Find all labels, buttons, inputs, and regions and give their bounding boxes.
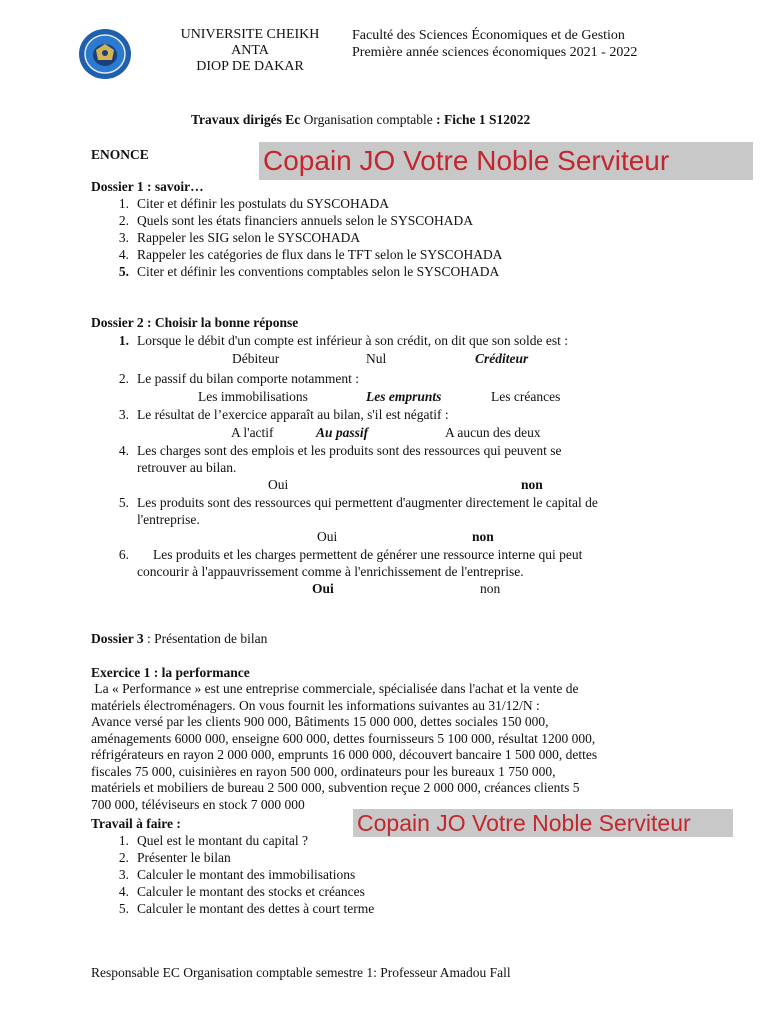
question: [104, 546, 582, 563]
question-number: 5.: [118, 495, 129, 510]
item-text: Calculer le montant des stocks et créances: [137, 884, 365, 899]
dossier2-heading: Dossier 2 : Choisir la bonne réponse: [91, 315, 299, 330]
footer-text: Responsable EC Organisation comptable semestre 1: Professeur Amadou Fall: [91, 965, 511, 980]
university-line: ANTA: [231, 43, 269, 58]
statement-line: réfrigérateurs en rayon 2 000 000, emprunts 16 000 000, découvert bancaire 1 500 000, dettes: [91, 747, 598, 762]
answer-option-correct: Au passif: [316, 425, 369, 440]
statement-line: Avance versé par les clients 900 000, Bâtiments 15 000 000, dettes sociales 150 000,: [91, 714, 549, 729]
item-number: 2.: [118, 213, 129, 228]
title-part: Travaux dirigés Ec: [191, 112, 301, 127]
question-number: 1.: [118, 333, 129, 348]
question-number: 4.: [118, 443, 129, 458]
answer-option-correct: non: [521, 477, 543, 492]
item-number: 3.: [118, 230, 129, 245]
list-item: [104, 263, 499, 280]
item-text: Calculer le montant des immobilisations: [137, 867, 356, 882]
university-logo-icon: [78, 28, 132, 80]
answer-option-correct: Oui: [312, 581, 334, 596]
university-line: DIOP DE DAKAR: [196, 59, 304, 74]
answer-option: A aucun des deux: [445, 425, 541, 440]
page-title: [191, 111, 530, 128]
question: [104, 370, 359, 387]
answer-option: Les immobilisations: [198, 389, 308, 404]
list-item: [104, 229, 360, 246]
question-text: Lorsque le débit d'un compte est inférieur à son crédit, on dit que son solde est :: [137, 333, 568, 348]
question-text: Les produits sont des ressources qui permettent d'augmenter directement le capital de: [137, 495, 598, 510]
question-text: Les charges sont des emplois et les produits sont des ressources qui peuvent se: [137, 443, 562, 458]
question: [104, 332, 568, 349]
list-item: [104, 195, 389, 212]
question: [104, 406, 449, 423]
answer-option-correct: Les emprunts: [366, 389, 442, 404]
exercise-statement: [91, 681, 671, 813]
todo-heading: Travail à faire :: [91, 816, 181, 831]
question-number: 3.: [118, 407, 129, 422]
title-part: Organisation comptable: [300, 112, 433, 127]
item-text: Présenter le bilan: [137, 850, 231, 865]
answer-option: Oui: [268, 477, 289, 492]
answer-option: non: [480, 581, 501, 596]
statement-line: matériels électroménagers. On vous fournit les informations suivantes au 31/12/N :: [91, 697, 540, 713]
enonce-heading: ENONCE: [91, 147, 149, 162]
dossier1-heading: Dossier 1 : savoir…: [91, 179, 204, 194]
item-text: Citer et définir les conventions comptables selon le SYSCOHADA: [137, 264, 500, 279]
list-item: [104, 849, 231, 866]
answer-option-correct: non: [472, 529, 494, 544]
item-number: 5.: [118, 264, 129, 279]
dossier3-heading-rest: : Présentation de bilan: [143, 631, 268, 646]
item-number: 1.: [118, 196, 129, 211]
question-text-cont: retrouver au bilan.: [137, 460, 237, 475]
dossier3-heading: [91, 630, 267, 647]
watermark-banner: Copain JO Votre Noble Serviteur: [259, 142, 753, 180]
answer-option: Débiteur: [232, 351, 280, 366]
title-part: : Fiche 1 S12022: [432, 112, 531, 127]
answer-option: Les créances: [491, 389, 561, 404]
item-text: Rappeler les SIG selon le SYSCOHADA: [137, 230, 361, 245]
list-item: [104, 866, 355, 883]
answer-option: A l'actif: [231, 425, 274, 440]
question-number: 2.: [118, 371, 129, 386]
answer-option: Oui: [317, 529, 338, 544]
question-text: Les produits et les charges permettent de générer une ressource interne qui peut: [153, 547, 583, 562]
statement-line: aménagements 6000 000, enseigne 600 000, dettes fournisseurs 5 100 000, résultat 1200 000,: [91, 730, 596, 746]
item-text: Quels sont les états financiers annuels selon le SYSCOHADA: [137, 213, 473, 228]
answer-option: Nul: [366, 351, 387, 366]
question: [104, 494, 598, 511]
university-name: [180, 27, 320, 75]
statement-line: La « Performance » est une entreprise commerciale, spécialisée dans l'achat et la vente de: [91, 681, 579, 696]
question-number: 6.: [118, 547, 129, 562]
item-number: 1.: [118, 833, 129, 848]
university-line: UNIVERSITE CHEIKH: [180, 27, 320, 42]
item-text: Rappeler les catégories de flux dans le TFT selon le SYSCOHADA: [137, 247, 503, 262]
list-item: [104, 246, 502, 263]
question-text-cont: concourir à l'appauvrissement comme à l'enrichissement de l'entreprise.: [137, 564, 524, 579]
question-text: Le résultat de l’exercice apparaît au bilan, s'il est négatif :: [137, 407, 449, 422]
item-text: Calculer le montant des dettes à court terme: [137, 901, 375, 916]
item-text: Citer et définir les postulats du SYSCOHADA: [137, 196, 389, 211]
dossier3-heading-bold: Dossier 3: [91, 631, 144, 646]
item-number: 5.: [118, 901, 129, 916]
answer-option-correct: Créditeur: [475, 351, 529, 366]
watermark-banner: Copain JO Votre Noble Serviteur: [353, 809, 733, 837]
item-text: Quel est le montant du capital ?: [137, 833, 308, 848]
question-text-cont: l'entreprise.: [137, 512, 200, 527]
item-number: 4.: [118, 247, 129, 262]
item-number: 3.: [118, 867, 129, 882]
list-item: [104, 832, 308, 849]
exercise-title: Exercice 1 : la performance: [91, 665, 250, 680]
item-number: 4.: [118, 884, 129, 899]
question: [104, 442, 562, 459]
statement-line: matériels et mobiliers de bureau 2 500 000, subvention reçue 2 000 000, créances clients 5: [91, 780, 580, 795]
statement-line: 700 000, téléviseurs en stock 7 000 000: [91, 796, 305, 812]
statement-line: fiscales 75 000, cuisinières en rayon 500 000, ordinateurs pour les bureaux 1 750 000,: [91, 763, 556, 779]
academic-year: Première année sciences économiques 2021 - 2022: [352, 45, 638, 60]
list-item: [104, 900, 374, 917]
faculty-name: Faculté des Sciences Économiques et de Gestion: [352, 28, 625, 43]
list-item: [104, 883, 365, 900]
list-item: [104, 212, 473, 229]
question-text: Le passif du bilan comporte notamment :: [137, 371, 359, 386]
faculty-block: [352, 27, 637, 61]
item-number: 2.: [118, 850, 129, 865]
